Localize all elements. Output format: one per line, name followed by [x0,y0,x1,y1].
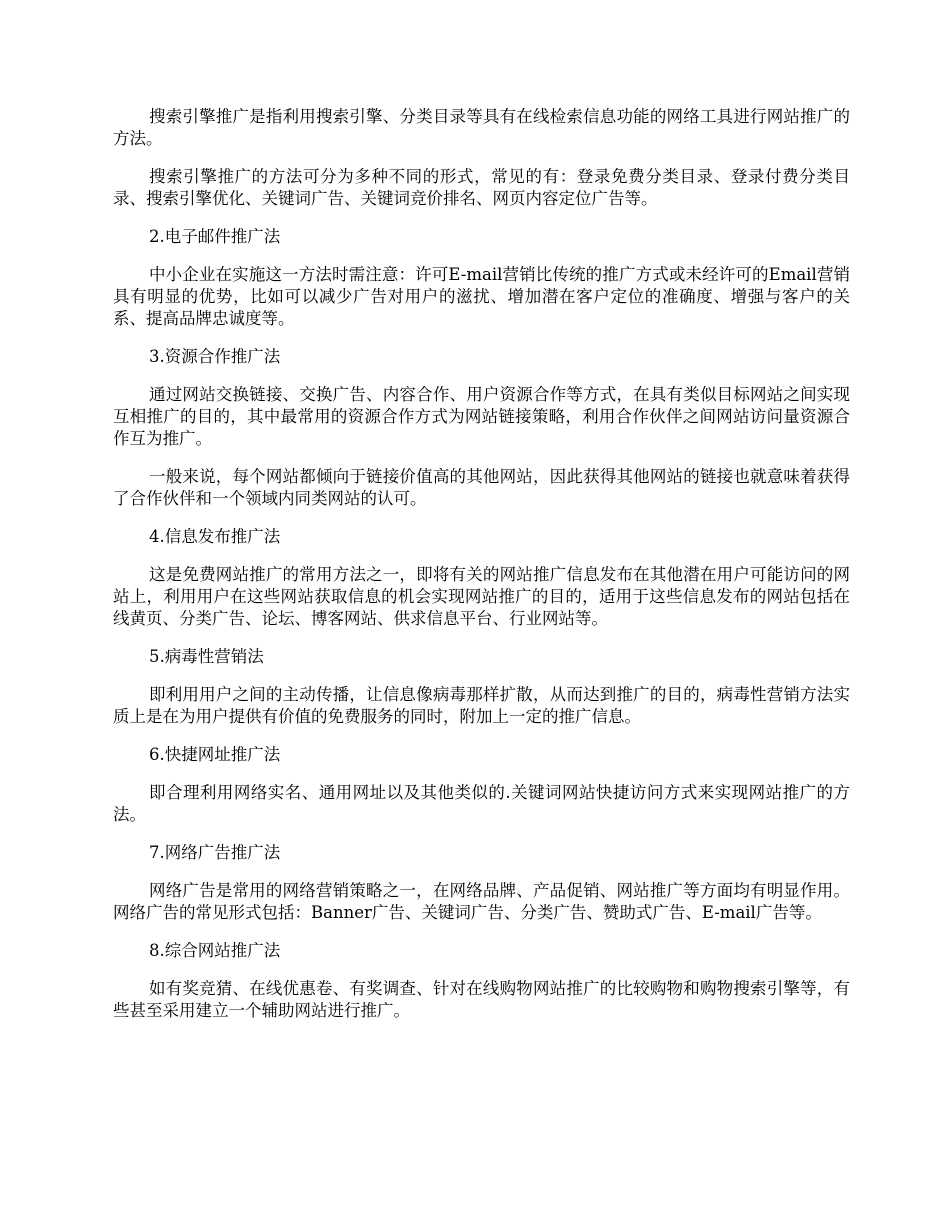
paragraph-online-advertising: 网络广告是常用的网络营销策略之一，在网络品牌、产品促销、网站推广等方面均有明显作用。网络广告的常见形式包括：Banner广告、关键词广告、分类广告、赞助式广告、E-mail广告等。 [113,881,850,922]
heading-email-promotion: 2.电子邮件推广法 [149,227,281,246]
document-body [113,106,850,1038]
heading-quick-url: 6.快捷网址推广法 [149,745,281,764]
paragraph-link-value: 一般来说，每个网站都倾向于链接价值高的其他网站，因此获得其他网站的链接也就意味着获得了合作伙伴和一个领域内同类网站的认可。 [113,467,850,508]
paragraph-quick-url: 即合理利用网络实名、通用网址以及其他类似的.关键词网站快捷访问方式来实现网站推广的方法。 [113,783,850,824]
heading-viral-marketing: 5.病毒性营销法 [149,647,264,666]
paragraph-comprehensive-promotion: 如有奖竞猜、在线优惠卷、有奖调查、针对在线购物网站推广的比较购物和购物搜索引擎等，有些甚至采用建立一个辅助网站进行推广。 [113,979,850,1020]
paragraph-resource-cooperation: 通过网站交换链接、交换广告、内容合作、用户资源合作等方式，在具有类似目标网站之间实现互相推广的目的，其中最常用的资源合作方式为网站链接策略，利用合作伙伴之间网站访问量资源合作互为推广。 [113,385,850,448]
paragraph-email-promotion: 中小企业在实施这一方法时需注意：许可E-mail营销比传统的推广方式或未经许可的Email营销具有明显的优势，比如可以减少广告对用户的滋扰、增加潜在客户定位的准确度、增强与客户的关系、提高品牌忠诚度等。 [113,265,850,328]
heading-info-publishing: 4.信息发布推广法 [149,527,281,546]
paragraph-viral-marketing: 即利用用户之间的主动传播，让信息像病毒那样扩散，从而达到推广的目的，病毒性营销方法实质上是在为用户提供有价值的免费服务的同时，附加上一定的推广信息。 [113,685,850,726]
heading-resource-cooperation: 3.资源合作推广法 [149,347,281,366]
paragraph-search-engine-methods: 搜索引擎推广的方法可分为多种不同的形式，常见的有：登录免费分类目录、登录付费分类目录、搜索引擎优化、关键词广告、关键词竞价排名、网页内容定位广告等。 [113,167,850,208]
heading-online-advertising: 7.网络广告推广法 [149,843,281,862]
heading-comprehensive-promotion: 8.综合网站推广法 [149,941,281,960]
paragraph-info-publishing: 这是免费网站推广的常用方法之一，即将有关的网站推广信息发布在其他潜在用户可能访问的网站上，利用用户在这些网站获取信息的机会实现网站推广的目的，适用于这些信息发布的网站包括在线黄页、分类广告、论坛、博客网站、供求信息平台、行业网站等。 [113,565,850,628]
paragraph-search-engine-definition: 搜索引擎推广是指利用搜索引擎、分类目录等具有在线检索信息功能的网络工具进行网站推广的方法。 [113,107,850,148]
